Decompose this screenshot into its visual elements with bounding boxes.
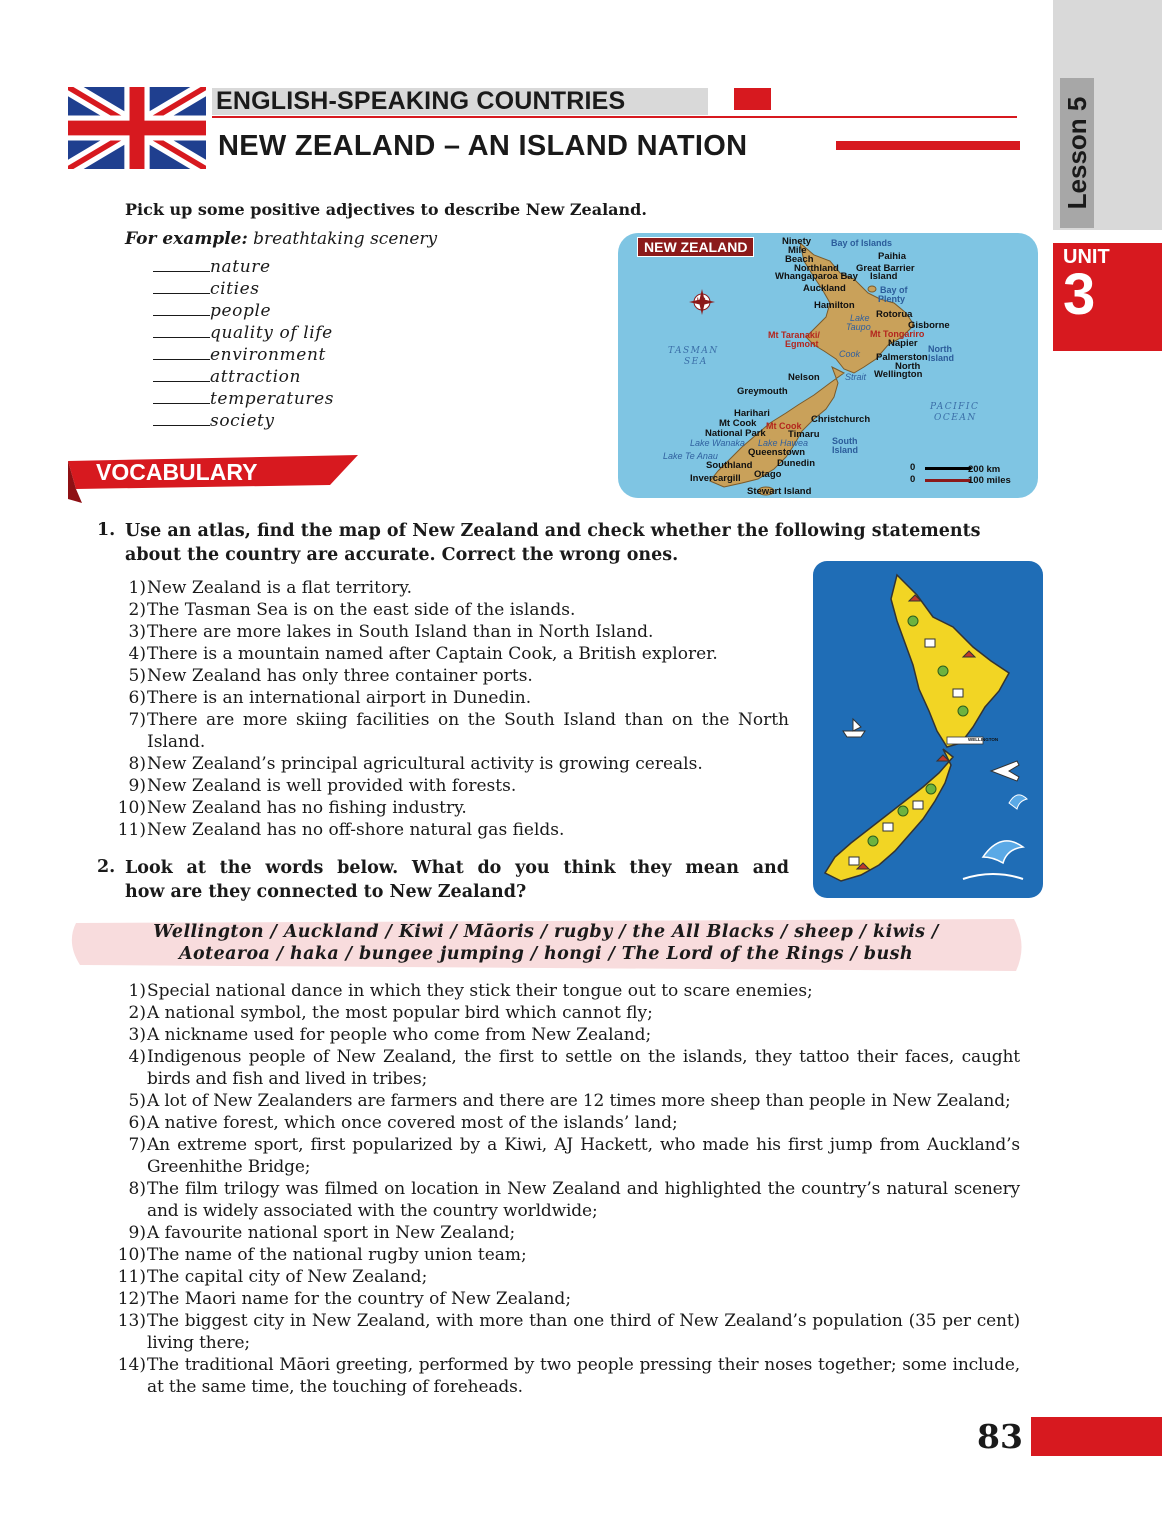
map-label: Timaru: [788, 429, 820, 440]
list-item: [128, 1134, 1020, 1178]
map-title: NEW ZEALAND: [637, 237, 754, 257]
page-number: 83: [977, 1417, 1023, 1456]
item-number: 4): [128, 1047, 146, 1067]
map-label: Nelson: [788, 372, 820, 383]
list-item: [128, 1112, 1020, 1134]
item-text: New Zealand is a flat territory.: [147, 578, 413, 598]
header-section-title: ENGLISH-SPEAKING COUNTRIES: [216, 87, 626, 115]
map-label: Mile: [788, 245, 807, 256]
list-item: [117, 1288, 1020, 1310]
item-text: A nickname used for people who come from New Zealand;: [147, 1025, 652, 1045]
item-number: 12): [117, 1289, 146, 1309]
list-item: [128, 577, 789, 599]
compass-label: UP: [697, 298, 706, 304]
illustrated-map-drawing: [813, 561, 1043, 898]
list-item: [128, 1002, 1020, 1024]
map-label: Island: [870, 271, 898, 282]
list-item: [153, 256, 334, 278]
map-label: Strait: [845, 372, 867, 382]
item-number: 1): [128, 578, 146, 598]
map-label: Rotorua: [876, 309, 913, 320]
item-text: The name of the national rugby union team;: [147, 1245, 527, 1265]
map-label: Otago: [754, 469, 782, 480]
item-number: 2): [128, 1003, 146, 1023]
map-label: Invercargill: [690, 473, 741, 484]
item-text: There are more skiing facilities on the South Island than on the North Island.: [147, 710, 789, 752]
airplane-icon: [991, 761, 1019, 781]
unit-label: UNIT: [1063, 246, 1110, 268]
map-label: Whangaparoa Bay: [775, 271, 858, 282]
map-label: TASMAN: [668, 346, 719, 356]
lesson-label: Lesson 5: [1062, 96, 1092, 210]
item-text: There are more lakes in South Island than in North Island.: [147, 622, 654, 642]
item-number: 13): [117, 1311, 146, 1331]
item-number: 8): [128, 754, 146, 774]
map-label: Queenstown: [748, 447, 806, 458]
item-number: 11): [117, 820, 146, 840]
item-text: There is a mountain named after Captain Cook, a British explorer.: [147, 644, 718, 664]
answer-blank[interactable]: [153, 366, 210, 382]
item-text: The film trilogy was filmed on location in New Zealand and highlighted the country’s natural scenery and is widely associated with the country worldwide;: [147, 1179, 1020, 1221]
map-label: Auckland: [803, 283, 846, 294]
map-scale-miles: 100 miles: [968, 475, 1011, 486]
item-number: 14): [117, 1355, 146, 1375]
task-2-definitions: [117, 980, 1020, 1398]
map-label: Christchurch: [811, 414, 871, 425]
vocabulary-label: VOCABULARY: [96, 459, 258, 485]
list-item: [128, 687, 789, 709]
list-item: [128, 775, 789, 797]
map-label: South: [832, 436, 858, 446]
map-label: Paihia: [878, 251, 906, 262]
map-label: Plenty: [878, 294, 906, 304]
answer-blank[interactable]: [153, 256, 210, 272]
map-scale-zero: 0: [910, 462, 916, 473]
answer-blank[interactable]: [153, 410, 210, 426]
map-label: Stewart Island: [747, 486, 812, 497]
item-number: 2): [128, 600, 146, 620]
answer-blank[interactable]: [153, 300, 210, 316]
list-item: [128, 1024, 1020, 1046]
map-label: OCEAN: [934, 413, 977, 423]
item-text: Special national dance in which they stick their tongue out to scare enemies;: [147, 981, 813, 1001]
item-text: A native forest, which once covered most of the islands’ land;: [147, 1113, 678, 1133]
adjective-noun: nature: [210, 257, 271, 277]
map-scale-km: 200 km: [968, 464, 1001, 475]
item-number: 7): [128, 710, 146, 730]
item-number: 8): [128, 1179, 146, 1199]
page-number-bar: [1031, 1417, 1162, 1456]
map-label: Mt Cook: [719, 418, 757, 429]
map-label: Beach: [785, 254, 814, 265]
adjective-noun: attraction: [210, 367, 302, 387]
list-item: [153, 278, 334, 300]
adjective-noun: cities: [210, 279, 260, 299]
unit-number: 3: [1063, 262, 1096, 327]
example-prefix: For example:: [125, 229, 248, 249]
map-label: Harihari: [734, 408, 770, 419]
adjective-list: [153, 256, 334, 432]
map-label: Greymouth: [737, 386, 788, 397]
map-label: PACIFIC: [930, 402, 980, 412]
item-text: The capital city of New Zealand;: [147, 1267, 428, 1287]
item-text: The traditional Māori greeting, performed by two people pressing their noses together; some include, at the same time, the touching of foreheads.: [147, 1355, 1020, 1397]
item-text: New Zealand’s principal agricultural activity is growing cereals.: [147, 754, 703, 774]
adjective-noun: temperatures: [210, 389, 335, 409]
map-label: Island: [832, 445, 859, 455]
item-number: 7): [128, 1135, 146, 1155]
map-label: Napier: [888, 338, 918, 349]
map-scale-zero: 0: [910, 474, 916, 485]
item-text: The Tasman Sea is on the east side of the islands.: [147, 600, 576, 620]
item-text: New Zealand is well provided with forests.: [147, 776, 517, 796]
dolphin-icon: [963, 841, 1023, 879]
list-item: [117, 1266, 1020, 1288]
task-2-number: 2.: [97, 857, 116, 877]
header-divider: [212, 116, 1017, 118]
list-item: [128, 643, 789, 665]
map-label: Southland: [706, 460, 753, 471]
adjective-noun: society: [210, 411, 275, 431]
item-number: 6): [128, 688, 146, 708]
item-text: A favourite national sport in New Zealand;: [147, 1223, 516, 1243]
item-number: 3): [128, 622, 146, 642]
task-1-title-line2: about the country are accurate. Correct the wrong ones.: [125, 545, 679, 565]
union-jack-flag-icon: [68, 87, 206, 169]
map-label: Mt Tongariro: [870, 329, 925, 339]
intro-example: [125, 229, 437, 249]
adjective-noun: people: [210, 301, 272, 321]
item-text: An extreme sport, first popularized by a Kiwi, AJ Hackett, who made his first jump from Auckland’s Greenhithe Bridge;: [147, 1135, 1020, 1177]
list-item: [128, 753, 789, 775]
header-red-marker: [734, 88, 771, 110]
item-text: A national symbol, the most popular bird which cannot fly;: [147, 1003, 653, 1023]
illustrated-map: [813, 561, 1043, 898]
list-item: [117, 797, 789, 819]
task-2-title-line2: how are they connected to New Zealand?: [125, 882, 527, 902]
list-item: [128, 980, 1020, 1002]
item-number: 11): [117, 1267, 146, 1287]
item-text: New Zealand has only three container ports.: [147, 666, 533, 686]
map-label: Taupo: [846, 322, 871, 332]
map-label: Lake Te Anau: [663, 451, 718, 461]
map-label: North: [895, 361, 921, 372]
map-label: Cook: [839, 349, 861, 359]
map-label: Mt Cook: [766, 421, 802, 431]
map-label: SEA: [684, 357, 708, 367]
list-item: [153, 322, 334, 344]
map-label: Egmont: [785, 339, 819, 349]
word-bank-line2: Aotearoa / haka / bungee jumping / hongi / The Lord of the Rings / bush: [179, 944, 913, 964]
item-number: 3): [128, 1025, 146, 1045]
list-item: [128, 621, 789, 643]
dolphin-icon: [1009, 795, 1027, 809]
item-number: 5): [128, 666, 146, 686]
adjective-noun: environment: [210, 345, 326, 365]
map-label: Ninety: [782, 236, 812, 247]
example-text: breathtaking scenery: [253, 229, 438, 249]
item-number: 10): [117, 1245, 146, 1265]
map-label: Bay of Islands: [831, 238, 893, 248]
map-label: North: [928, 344, 952, 354]
answer-blank[interactable]: [153, 322, 210, 338]
map-label: Bay of: [880, 285, 908, 295]
map-label: Wellington: [874, 369, 923, 380]
item-number: 9): [128, 1223, 146, 1243]
list-item: [128, 665, 789, 687]
item-number: 10): [117, 798, 146, 818]
map-label: National Park: [705, 428, 766, 439]
list-item: [128, 1046, 1020, 1090]
answer-blank[interactable]: [153, 278, 210, 294]
answer-blank[interactable]: [153, 344, 210, 360]
map-label: Island: [928, 353, 955, 363]
list-item: [117, 1244, 1020, 1266]
item-text: New Zealand has no fishing industry.: [147, 798, 467, 818]
list-item: [153, 388, 334, 410]
list-item: [153, 344, 334, 366]
intro-instruction: Pick up some positive adjectives to describe New Zealand.: [125, 200, 647, 219]
task-1-statements: [117, 577, 789, 841]
page-title: NEW ZEALAND – AN ISLAND NATION: [218, 130, 748, 162]
ship-icon: [843, 719, 865, 737]
item-text: New Zealand has no off-shore natural gas fields.: [147, 820, 565, 840]
list-item: [117, 1310, 1020, 1354]
map-label: Lake: [850, 313, 870, 323]
list-item: [153, 366, 334, 388]
list-item: [128, 709, 789, 753]
answer-blank[interactable]: [153, 388, 210, 404]
list-item: [128, 1222, 1020, 1244]
task-1-title-line1: Use an atlas, find the map of New Zealand and check whether the following statements: [125, 521, 981, 541]
title-red-bar: [836, 141, 1020, 150]
word-bank-line1: Wellington / Auckland / Kiwi / Māoris / rugby / the All Blacks / sheep / kiwis /: [153, 922, 939, 942]
map-label: Lake Hawea: [758, 438, 809, 448]
list-item: [128, 599, 789, 621]
list-item: [117, 1354, 1020, 1398]
item-number: 6): [128, 1113, 146, 1133]
item-text: A lot of New Zealanders are farmers and there are 12 times more sheep than people in New Zealand;: [147, 1091, 1011, 1111]
list-item: [128, 1178, 1020, 1222]
adjective-noun: quality of life: [210, 323, 333, 343]
item-number: 5): [128, 1091, 146, 1111]
item-number: 4): [128, 644, 146, 664]
list-item: [128, 1090, 1020, 1112]
map-label: Dunedin: [777, 458, 815, 469]
item-number: 9): [128, 776, 146, 796]
map-label: Palmerston: [876, 352, 928, 363]
item-text: The biggest city in New Zealand, with more than one third of New Zealand’s population (35 per cent) living there;: [147, 1311, 1020, 1353]
item-text: Indigenous people of New Zealand, the first to settle on the islands, they tattoo their faces, caught birds and fish and lived in tribes;: [147, 1047, 1020, 1089]
task-1-number: 1.: [97, 520, 116, 540]
map2-wellington-label: WELLINGTON: [968, 737, 999, 742]
item-text: There is an international airport in Dunedin.: [147, 688, 532, 708]
item-text: The Maori name for the country of New Zealand;: [147, 1289, 572, 1309]
map-label: Northland: [794, 263, 839, 274]
list-item: [153, 410, 334, 432]
map-label: Mt Taranaki/: [768, 330, 820, 340]
map-label: Gisborne: [908, 320, 950, 331]
list-item: [117, 819, 789, 841]
list-item: [153, 300, 334, 322]
map-label: Great Barrier: [856, 263, 915, 274]
map-label: Hamilton: [814, 300, 855, 311]
map-label: Lake Wanaka: [690, 438, 745, 448]
item-number: 1): [128, 981, 146, 1001]
task-2-title-line1: Look at the words below. What do you think they mean and: [125, 858, 789, 878]
